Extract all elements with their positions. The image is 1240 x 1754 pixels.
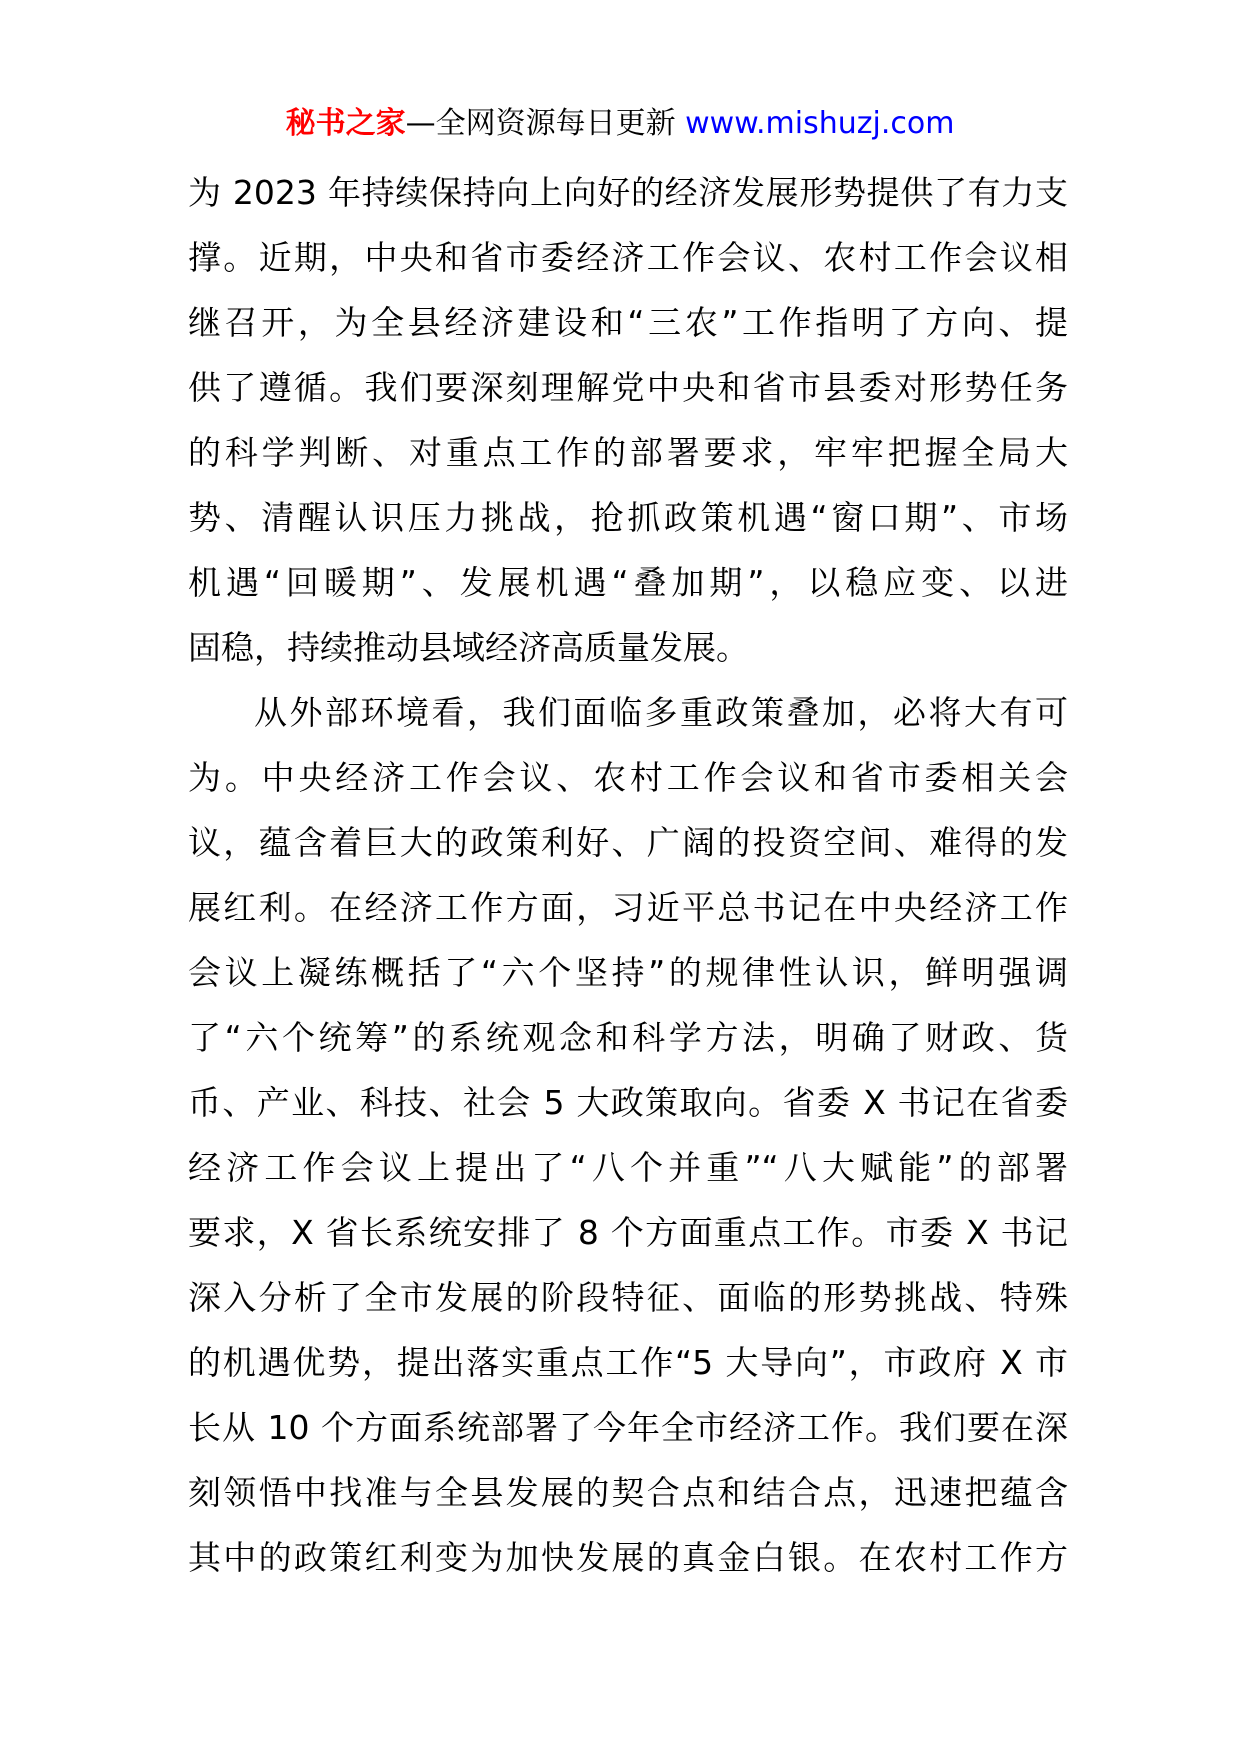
header-tagline: —全网资源每日更新 bbox=[405, 106, 686, 141]
text-line: 势、清醒认识压力挑战，抢抓政策机遇“窗口期”、市场 bbox=[188, 498, 1068, 537]
text-line: 经济工作会议上提出了“八个并重”“八大赋能”的部署 bbox=[188, 1148, 1068, 1187]
text-line: 撑。近期，中央和省市委经济工作会议、农村工作会议相 bbox=[188, 238, 1068, 277]
text-line: 继召开，为全县经济建设和“三农”工作指明了方向、提 bbox=[188, 303, 1068, 342]
text-line: 的机遇优势，提出落实重点工作“5 大导向”，市政府 X 市 bbox=[188, 1343, 1068, 1382]
text-line: 刻领悟中找准与全县发展的契合点和结合点，迅速把蕴含 bbox=[188, 1473, 1068, 1512]
text-line: 要求，X 省长系统安排了 8 个方面重点工作。市委 X 书记 bbox=[188, 1213, 1068, 1252]
text-line: 深入分析了全市发展的阶段特征、面临的形势挑战、特殊 bbox=[188, 1278, 1068, 1317]
text-line: 为。中央经济工作会议、农村工作会议和省市委相关会 bbox=[188, 758, 1068, 797]
text-line: 展红利。在经济工作方面，习近平总书记在中央经济工作 bbox=[188, 888, 1068, 927]
text-line: 币、产业、科技、社会 5 大政策取向。省委 X 书记在省委 bbox=[188, 1083, 1068, 1122]
text-line: 长从 10 个方面系统部署了今年全市经济工作。我们要在深 bbox=[188, 1408, 1068, 1447]
page-header bbox=[0, 102, 1240, 146]
brand-name: 秘书之家 bbox=[285, 106, 406, 141]
text-line: 机遇“回暖期”、发展机遇“叠加期”，以稳应变、以进 bbox=[188, 563, 1068, 602]
text-line: 供了遵循。我们要深刻理解党中央和省市县委对形势任务 bbox=[188, 368, 1068, 407]
text-line: 会议上凝练概括了“六个坚持”的规律性认识，鲜明强调 bbox=[188, 953, 1068, 992]
text-line: 了“六个统筹”的系统观念和科学方法，明确了财政、货 bbox=[188, 1018, 1068, 1057]
text-line: 固稳，持续推动县域经济高质量发展。 bbox=[188, 628, 749, 667]
text-line: 从外部环境看，我们面临多重政策叠加，必将大有可 bbox=[254, 693, 1068, 732]
text-line: 的科学判断、对重点工作的部署要求，牢牢把握全局大 bbox=[188, 433, 1068, 472]
text-line: 其中的政策红利变为加快发展的真金白银。在农村工作方 bbox=[188, 1538, 1068, 1577]
text-line: 议，蕴含着巨大的政策利好、广阔的投资空间、难得的发 bbox=[188, 823, 1068, 862]
website-link[interactable]: www.mishuzj.com bbox=[685, 106, 955, 141]
document-body bbox=[188, 160, 1068, 1590]
text-line: 为 2023 年持续保持向上向好的经济发展形势提供了有力支 bbox=[188, 173, 1068, 212]
